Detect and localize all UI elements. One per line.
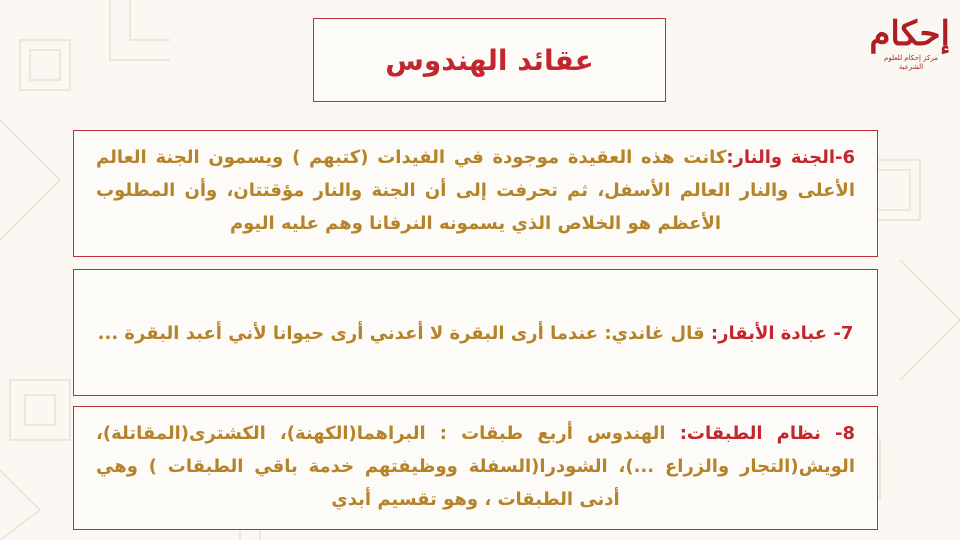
item-heading: 8- نظام الطبقات: — [679, 423, 855, 444]
title-box — [313, 18, 666, 102]
logo-mark: إحكام — [869, 14, 950, 54]
item-text: قال غاندي: عندما أرى البقرة لا أعدني أرى حيوانا لأني أعبد البقرة ... — [97, 323, 711, 344]
item-heading: 7- عبادة الأبقار: — [710, 323, 854, 344]
item-heading: 6-الجنة والنار: — [726, 147, 856, 168]
item-text: الهندوس أربع طبقات : البراهما(الكهنة)، الكشترى(المقاتلة)، الويش(التجار والزراع ...)، الشودرا(السفلة ووظيفتهم خدمة باقي الطبقات ) وهي أدنى الطبقات ، وهو تقسيم أبدي — [96, 423, 855, 510]
content-box-cow-worship — [73, 269, 878, 396]
content-box-heaven-hell — [73, 130, 878, 257]
page-title: عقائد الهندوس — [385, 43, 594, 77]
content-box-caste-system — [73, 406, 878, 530]
item-text: كانت هذه العقيدة موجودة في الفيدات (كتبهم ) ويسمون الجنة العالم الأعلى والنار العالم الأسفل، ثم تحرفت إلى أن الجنة والنار مؤقتتان، وأن المطلوب الأعظم هو الخلاص الذي يسمونه النرفانا وهم عليه اليوم — [96, 147, 855, 234]
logo-subtitle: مركز إحكام للعلوم الشرعية — [884, 54, 938, 71]
logo — [869, 8, 950, 88]
